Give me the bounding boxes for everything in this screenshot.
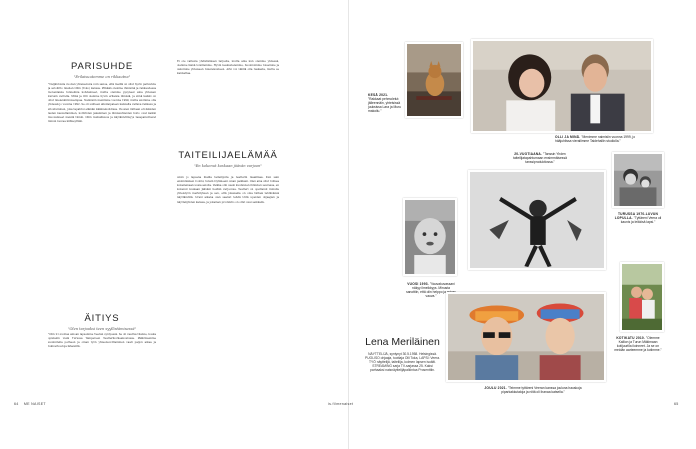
caption-label: TURUSSA 1970-LUVUN LOPULLA. [614, 212, 659, 221]
section-heading-taiteilijaelama [177, 150, 279, 168]
photo-dancer [468, 170, 606, 270]
caption-text: "Tyttäreni Veera oli kaunis ja leikkisä lapsi." [620, 216, 662, 225]
caption-text: "Teimme tyttäreni Veeran kanssa jouluna hauskoja piparkakkutaloja ja niitä oli ihanaa katsella." [501, 386, 582, 395]
caption-label: 20-VUOTIAANA. [514, 152, 543, 156]
caption-label: KESÄ 2021. [368, 93, 389, 97]
caption-christmas [478, 386, 588, 394]
photo-christmas [446, 292, 606, 382]
body-column-1b [48, 333, 156, 398]
section-subtitle: "Erilaisuutemme on rikkautna" [73, 75, 131, 79]
section-title: TAITEILIJAELÄMÄÄ [178, 150, 278, 161]
page-folio-center [328, 402, 353, 406]
caption-text: "Rakkaat pehmolelut: jälleennäin, yhteisissä juuksissa Lara ja Muru makoilu." [368, 97, 401, 114]
caption-text: "Tanssin Yhden taiteilijatapahtumaan ensimmäisessä tanssiproduktiossa." [513, 152, 567, 165]
caption-garden [612, 336, 664, 352]
photo-cat [405, 42, 463, 118]
caption-70s [612, 212, 664, 224]
section-title: ÄITIYS [84, 313, 120, 324]
caption-label: VUOSI 1993. [407, 282, 429, 286]
body-paragraph: "Neljäntoista vuoden yhteiselosta voin sanoa, että meillä on ollut hyvin parisuhde ja avioliitto miehen Ollin (Toko) kanssa. Pitkään olemme ihmisinä ja rakkaudessa monenlaisia tunnelmia kohdanneet, mutta olemme pysyneet aina yhteisen kurssin varrella. Minä ja Olli olemme hyvin erilaisia ihmisiä, ja siinä kaikki on ollut mielenkiintoisempaa. Naimisiin menimme vuonna 1999, mutta aloimme olla yhdessä jo vuonna 1992. Se oli suhteen alkutaipaleen kannalta valtava rakkaus ja sitoutuminen, joka tapahtui elämän käännekohdissa. Vuosien mittaan eri-ikäisten lasten kasvattaminen, kotitöiden jakaminen ja ihmissuhteiden hoito ovat kaikki muovanneet meistä tiimin. Ollin rauhallisuus ja käytännöllisyys tasapainottavat minun luovaa kiihkeyttäni. [48, 83, 156, 123]
body-column-3 [177, 176, 279, 398]
page-folio-right [674, 402, 679, 406]
section-heading-aitiys [48, 313, 156, 331]
page-fold [348, 0, 349, 449]
caption-cat [368, 93, 402, 113]
profile-box [365, 337, 440, 372]
section-heading-parisuhde [48, 61, 156, 79]
magazine-name: ME NAISET [23, 402, 46, 406]
website-label: is.fi/menaiset [328, 402, 354, 406]
caption-text: "Menimme naimisiin vuonna 1999, jo hääjuhlissa vierailimme Taidehallin studiolla." [555, 135, 636, 144]
caption-wedding [555, 135, 650, 143]
photo-garden [620, 262, 664, 332]
body-column-1 [48, 83, 156, 308]
caption-label: KOTIKATU 2010. [616, 336, 646, 340]
section-subtitle: "Olen tarjoaksi teen syyllistämisessä" [67, 327, 137, 331]
section-subtitle: "En kokenut koskaan jäävän varjoon" [193, 164, 263, 168]
person-bio: NÄYTTELIJÄ, syntynyt 30.5.1958. Helsingissä. PUOLISO ohjaaja, tuottaja Olli Toka, LAPSI: Veera. TYÖ näyttelijä, taiteilija, kolmen lapsen isoäiti. STREAMING sarja TV-sarjassa 25. Kaksi parhaaksi naisnäyttelijäpalkintoa Prosenttiin. [365, 352, 440, 373]
page-number: 65 [674, 402, 679, 406]
body-column-2 [177, 60, 279, 148]
person-name: Lena Meriläinen [365, 336, 440, 348]
caption-text: "Olemme Kallion ja Turun Mäkimaan kotijuurilla iloinneet. Ja se on meidän aarteemme ja kotimme." [614, 336, 662, 353]
page-number: 64 [14, 402, 19, 406]
caption-label: JOULU 2021. [484, 386, 507, 390]
photo-baby [403, 198, 457, 276]
photo-70s [612, 152, 664, 208]
caption-dancer [500, 152, 580, 164]
body-paragraph: Aloin jo lapsena ihailla taiteilijoita ja teatterin maailmaa. Kun sain ensimmäisen roolini, tunsin löytäneeni oman paikkani. Olen aina ollut rohkea kokeilemaan uusia asioita. Vaikka olin usein kuuluisien ihmisten seurassa, en kokenut koskaan jääväni heidän varjoonsa. Teatteri on opettanut minulle yhteistyön merkityksen ja sen, että jokaisella on oma tärkeä tehtävänsä näyttämöllä. Urani aikana olen saanut tehdä töitä upeiden ohjaajien ja näyttelijöiden kanssa, ja jokainen produktio on ollut uusi seikkailu. [177, 176, 279, 204]
section-title: PARISUHDE [71, 61, 133, 72]
page-folio-left [14, 402, 46, 406]
body-paragraph: "Olin 21-vuotias ainoan lapsemme Veeran syntyessä. Se oli vaativa tilanne, koska opiskelin vielä Turussa Tampereen Teatterikorkeakoulussa. Päätöksemme suunnitella perheen ja oman työn yhteensovittaminen vaati paljon aikaa ja tukiverkostoja läheisiltä. [48, 333, 156, 349]
photo-wedding [471, 39, 653, 133]
caption-label: OLLI JA MINÄ. [555, 135, 581, 139]
body-paragraph: Ei ole valtavia yhdistämisen tarpeita, mutta aina kun olemme yhdessä, olemme läsnä toisillemme. Hyvin keskustelemme, huomioimme toisemme ja uskomme yhteiseen tulevaisuuteen. Arki voi välillä olla raskasta, mutta se kannattaa. [177, 60, 279, 76]
caption-text: "Vauvakuvassani näkyy ilmeikkyys. Minusta sanottiin, että olin helppo ja reipas vauva." [406, 282, 456, 299]
